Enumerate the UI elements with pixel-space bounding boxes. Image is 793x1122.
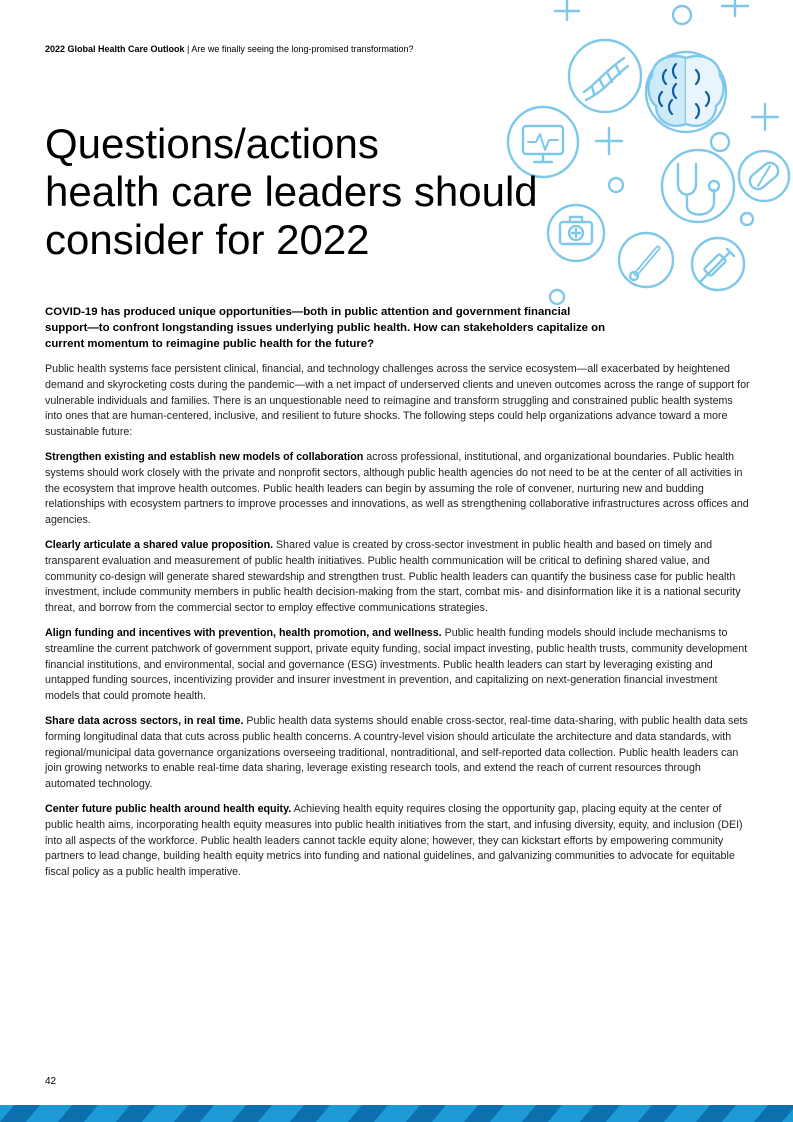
action-lead-in: Strengthen existing and establish new models of collaboration: [45, 450, 364, 463]
first-aid-kit-icon: [548, 205, 604, 261]
plus-icon: [752, 104, 778, 130]
circle-icon: [711, 133, 729, 151]
circle-icon: [741, 213, 753, 225]
action-paragraph: [45, 626, 750, 705]
circle-icon: [550, 290, 564, 304]
dna-icon: [569, 40, 641, 112]
circle-icon: [673, 6, 691, 24]
action-paragraph: [45, 538, 750, 617]
action-lead-in: Center future public health around health equity.: [45, 802, 292, 815]
lead-paragraph: COVID-19 has produced unique opportunities—both in public attention and government financial support—to confront longstanding issues underlying public health. How can stakeholders capitalize on current momentum to reimagine public health for the future?: [45, 306, 606, 350]
action-text: Public health funding models should include mechanisms to streamline the current patchwork of government support, private equity funding, social impact investing, public health trusts, community development financial institutions, and environmental, social and governance (ESG) investments. Public health leaders can start by leveraging existing and untapped funding sources, incentivizing provider and insurer investment in prevention, and capitalizing on next-generation financial investment models that could promote health.: [45, 626, 748, 703]
report-subtitle: Are we finally seeing the long-promised transformation?: [191, 44, 414, 54]
syringe-icon: [692, 238, 744, 290]
plus-icon: [555, 0, 579, 20]
intro-paragraph: Public health systems face persistent clinical, financial, and technology challenges across the service ecosystem—all exacerbated by heightened demand and skyrocketing costs during the pandemic—with a net impact of underserved clients and uneven outcomes across the range of support for vulnerable individuals and families. There is an unquestionable need to reimagine and transform struggling and constrained public health systems into ones that are human-centered, inclusive, and resilient to future shocks. The following steps could help organizations advance toward a more sustainable future:: [45, 363, 750, 439]
plus-icon: [596, 128, 622, 154]
running-header: [45, 44, 414, 54]
action-text: Achieving health equity requires closing the opportunity gap, placing equity at the center of public health aims, incorporating health equity measures into public health initiatives from the start, and infusing diversity, equity, and inclusion (DEI) into all aspects of the workforce. Public health leaders cannot tackle equity alone; however, they can kickstart efforts by empowering community partners to lead change, building health equity metrics into funding and national guidelines, and galvanizing communities to advocate for equitable fiscal policy as a public health imperative.: [45, 802, 743, 879]
page-title-line-3: consider for 2022: [45, 216, 370, 263]
monitor-icon: [508, 107, 578, 177]
header-separator: |: [184, 44, 192, 54]
action-paragraph: [45, 802, 750, 881]
thermometer-icon: [619, 233, 673, 287]
action-paragraph: [45, 714, 750, 793]
body-text: [45, 362, 750, 890]
pill-icon: [739, 151, 789, 201]
page-title: [45, 120, 538, 264]
action-text: Public health data systems should enable cross-sector, real-time data-sharing, with public health data sets forming longitudinal data that cuts across public health concerns. A country-level vision should articulate the architecture and data standards, with regional/municipal data governance organizations overseeing traditional, nontraditional, and self-reported data collection. Public health leaders can join growing networks to enable real-time data sharing, leverage existing research tools, and extend the reach of current resources through automated technology.: [45, 714, 748, 791]
page-number: 42: [45, 1076, 57, 1087]
action-paragraph: [45, 450, 750, 529]
circle-icon: [609, 178, 623, 192]
footer-stripe-band: [0, 1105, 793, 1122]
action-lead-in: Share data across sectors, in real time.: [45, 714, 244, 727]
action-lead-in: Clearly articulate a shared value proposition.: [45, 538, 274, 551]
action-text: across professional, institutional, and organizational boundaries. Public health systems should work closely with the private and nonprofit sectors, although public health agencies do not need to be at the center of all activities in the ecosystem that improve health outcomes. Public health leaders can begin by assuming the role of convener, nurturing new and budding relationships with ecosystem partners to improve processes and innovations, as well as strengthening collaborative infrastructures across offices and agencies.: [45, 450, 749, 527]
plus-icon: [722, 0, 748, 16]
action-lead-in: Align funding and incentives with prevention, health promotion, and wellness.: [45, 626, 442, 639]
health-icons-illustration: [500, 0, 793, 310]
page-title-line-2: health care leaders should: [45, 168, 538, 215]
action-text: Shared value is created by cross-sector investment in public health and based on timely and transparent evaluation and measurement of public health initiatives. Public health communication will be critical to defining shared value, and community co-design will generate shared stewardship and strengthen trust. Public health leaders can quantify the business case for public health investment, include community members in public health decision-making from the start, combat mis- and disinformation like it is a national security threat, and borrow from the commercial sector to employ effective communications strategies.: [45, 538, 741, 615]
report-title: 2022 Global Health Care Outlook: [45, 44, 185, 54]
page-title-line-1: Questions/actions: [45, 120, 379, 167]
stethoscope-icon: [662, 150, 734, 222]
brain-icon: [646, 52, 726, 132]
